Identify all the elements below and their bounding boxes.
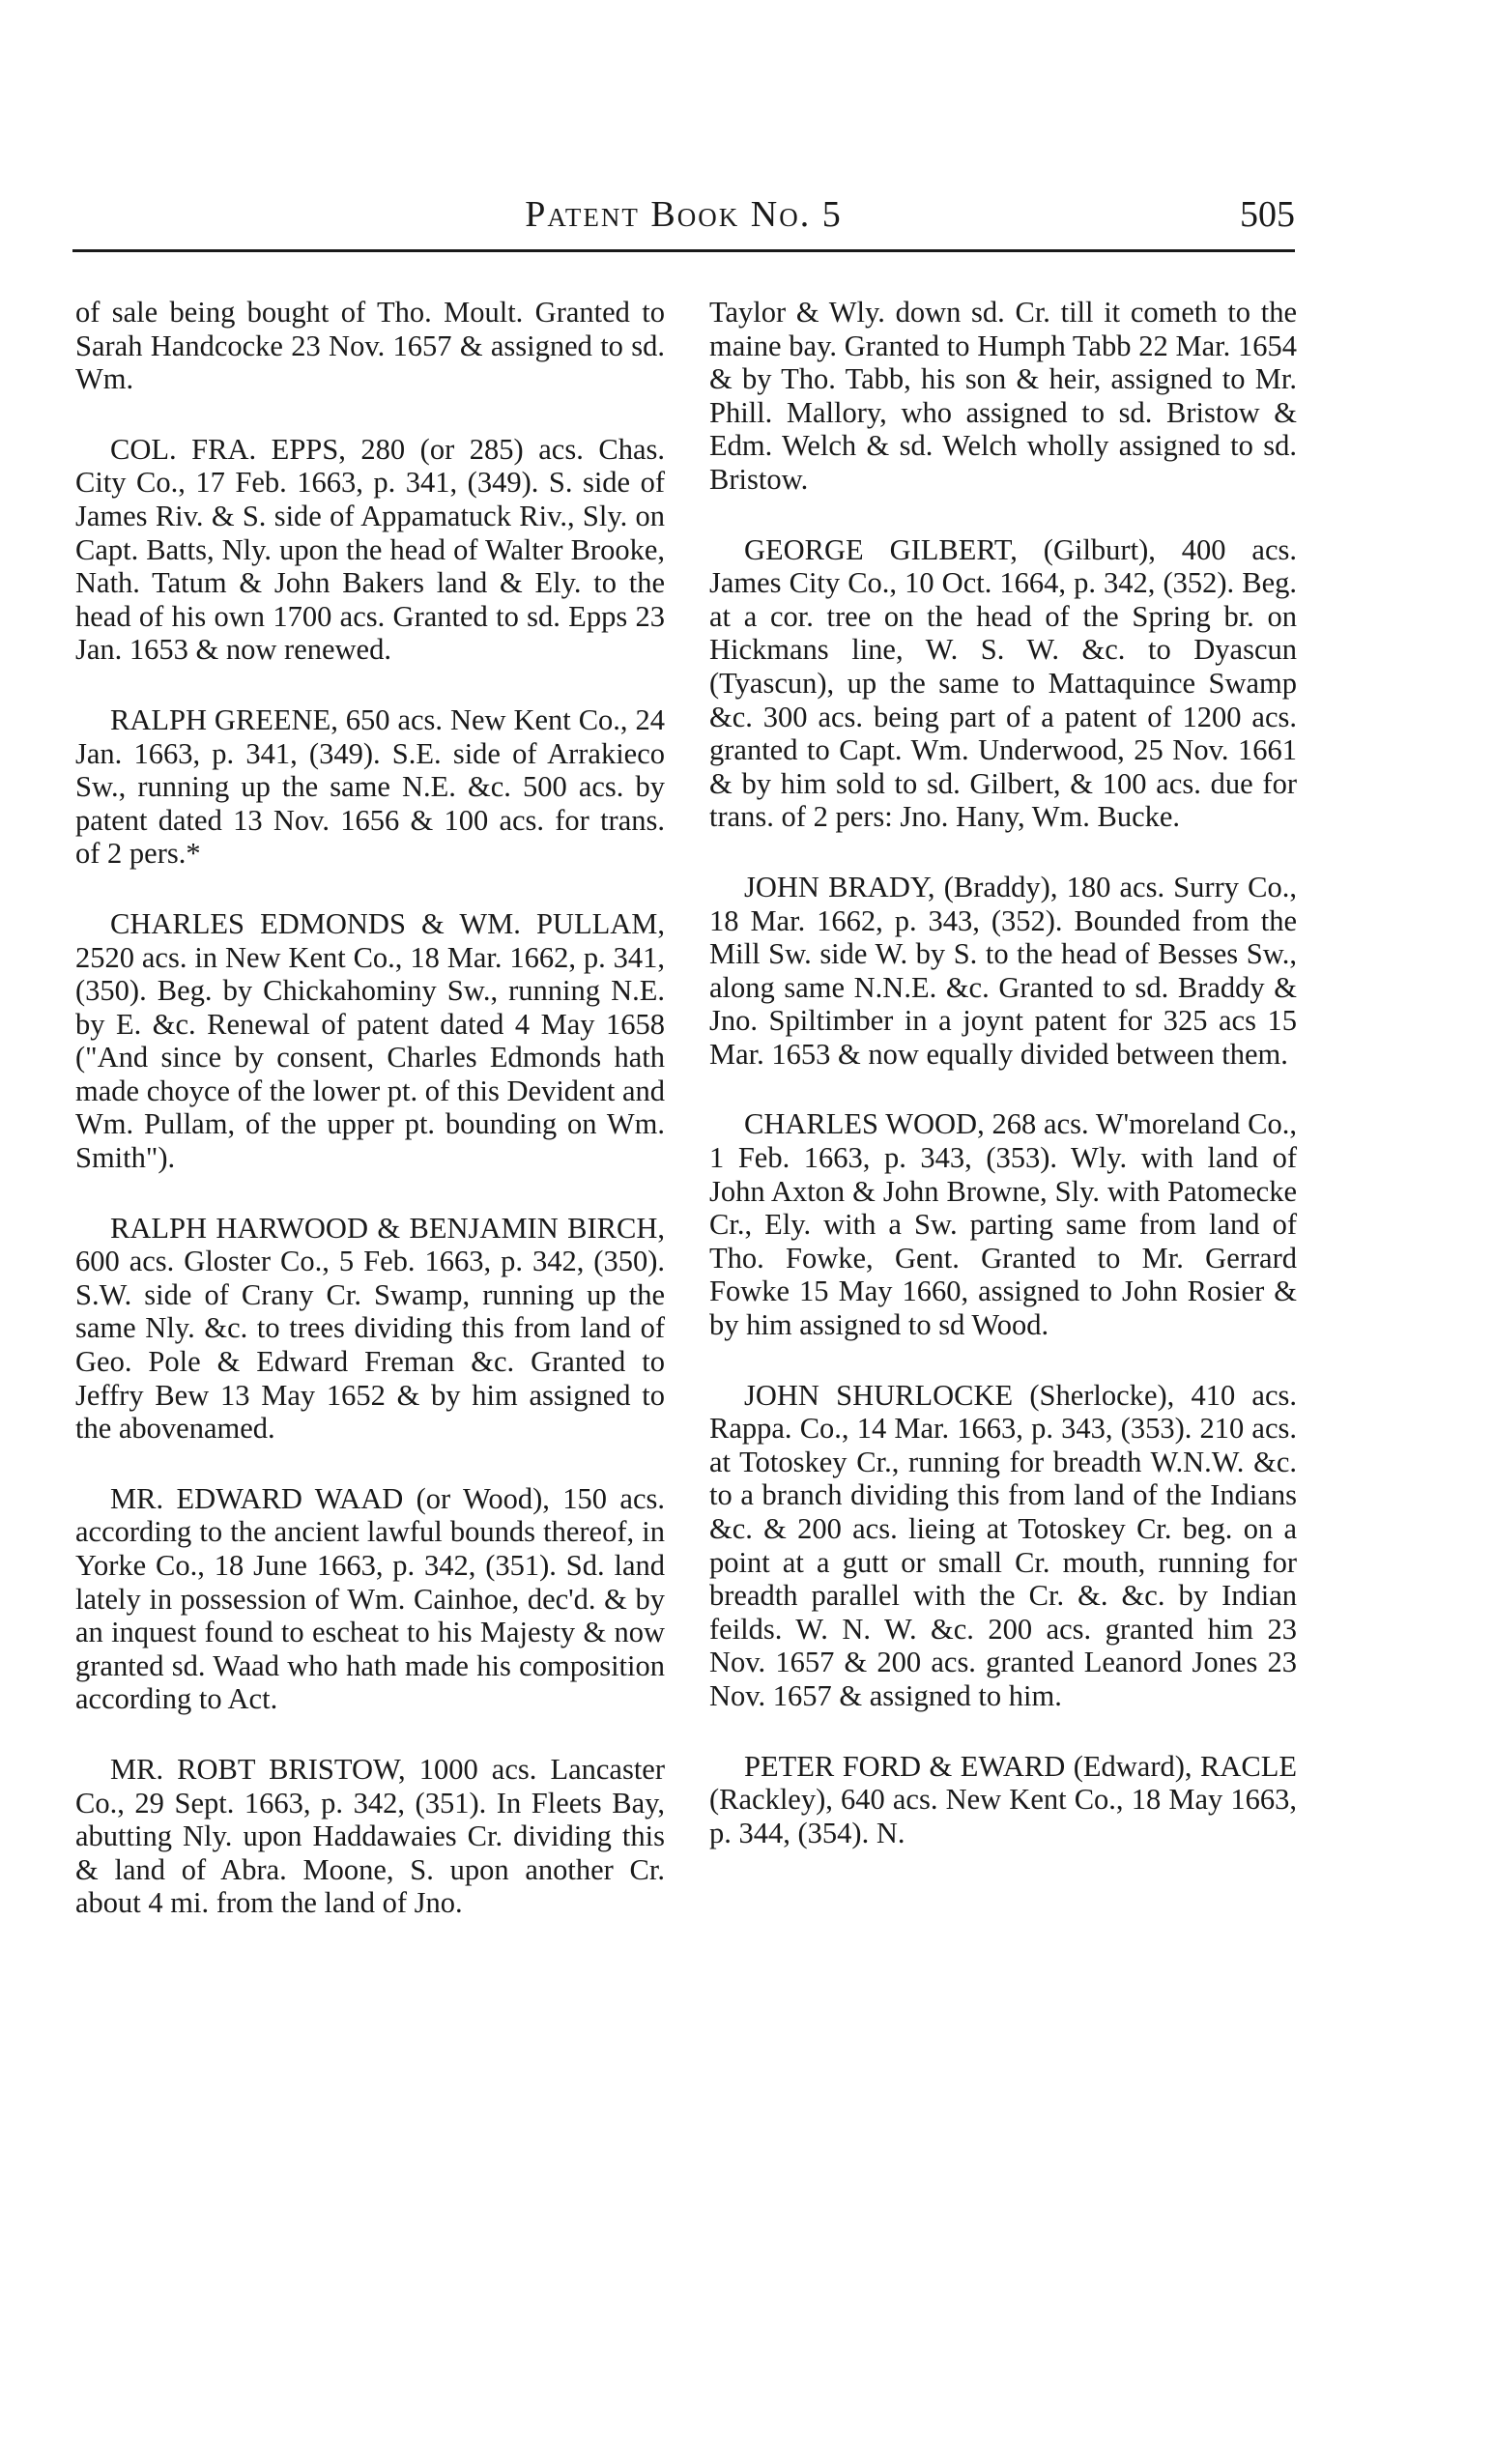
right-column [709,296,1297,1849]
page-header-title: Patent Book No. 5 [525,194,843,235]
entry-john-brady: JOHN BRADY, (Braddy), 180 acs. Surry Co., 18 Mar. 1662, p. 343, (352). Bounded from the Mill Sw. side W. by S. to the head of Besses Sw., along same N.N.E. &c. Granted to sd. Braddy & Jno. Spiltimber in a joynt patent for 325 acs 15 Mar. 1653 & now equally divided between them. [709,870,1297,1071]
entry-continued: of sale being bought of Tho. Moult. Granted to Sarah Handcocke 23 Nov. 1657 & assigned to sd. Wm. [75,296,665,396]
entry-george-gilbert: GEORGE GILBERT, (Gilburt), 400 acs. James City Co., 10 Oct. 1664, p. 342, (352). Beg. at a cor. tree on the head of the Spring br. on Hickmans line, W. S. W. &c. to Dyascun (Tyascun), up the same to Mattaquince Swamp &c. 300 acs. being part of a patent of 1200 acs. granted to Capt. Wm. Underwood, 25 Nov. 1661 & by him sold to sd. Gilbert, & 100 acs. due for trans. of 2 pers: Jno. Hany, Wm. Bucke. [709,532,1297,834]
entry-ralph-harwood: RALPH HARWOOD & BENJAMIN BIRCH, 600 acs. Gloster Co., 5 Feb. 1663, p. 342, (350). S.W. side of Crany Cr. Swamp, running up the same Nly. &c. to trees dividing this from land of Geo. Pole & Edward Freman &c. Granted to Jeffry Bew 13 May 1652 & by him assigned to the abovenamed. [75,1211,665,1446]
entry-charles-wood: CHARLES WOOD, 268 acs. W'moreland Co., 1 Feb. 1663, p. 343, (353). Wly. with land of John Axton & John Browne, Sly. with Patomecke Cr., Ely. with a Sw. parting same from land of Tho. Fowke, Gent. Granted to Mr. Gerrard Fowke 15 May 1660, assigned to John Rosier & by him assigned to sd Wood. [709,1107,1297,1342]
running-header [72,193,1295,245]
entry-fra-epps: COL. FRA. EPPS, 280 (or 285) acs. Chas. City Co., 17 Feb. 1663, p. 341, (349). S. side of James Riv. & S. side of Appamatuck Riv., Sly. on Capt. Batts, Nly. upon the head of Walter Brooke, Nath. Tatum & John Bakers land & Ely. to the head of his own 1700 acs. Granted to sd. Epps 23 Jan. 1653 & now renewed. [75,432,665,667]
entry-bristow-continued: Taylor & Wly. down sd. Cr. till it cometh to the maine bay. Granted to Humph Tabb 22 Mar. 1654 & by Tho. Tabb, his son & heir, assigned to Mr. Phill. Mallory, who assigned to sd. Bristow & Edm. Welch & sd. Welch wholly assigned to sd. Bristow. [709,296,1297,496]
entry-peter-ford: PETER FORD & EWARD (Edward), RACLE (Rackley), 640 acs. New Kent Co., 18 May 1663, p. 344, (354). N. [709,1749,1297,1849]
entry-robt-bristow: MR. ROBT BRISTOW, 1000 acs. Lancaster Co., 29 Sept. 1663, p. 342, (351). In Fleets Bay, abutting Nly. upon Haddawaies Cr. dividing this & land of Abra. Moone, S. upon another Cr. about 4 mi. from the land of Jno. [75,1752,665,1920]
entry-charles-edmonds: CHARLES EDMONDS & WM. PULLAM, 2520 acs. in New Kent Co., 18 Mar. 1662, p. 341, (350). Beg. by Chickahominy Sw., running N.E. by E. &c. Renewal of patent dated 4 May 1658 ("And since by consent, Charles Edmonds hath made choyce of the lower pt. of this Devident and Wm. Pullam, of the upper pt. bounding on Wm. Smith"). [75,906,665,1175]
entry-edward-waad: MR. EDWARD WAAD (or Wood), 150 acs. according to the ancient lawful bounds thereof, in Yorke Co., 18 June 1663, p. 342, (351). Sd. land lately in possession of Wm. Cainhoe, dec'd. & by an inquest found to escheat to his Majesty & now granted sd. Waad who hath made his composition according to Act. [75,1481,665,1716]
left-column [75,296,665,1920]
header-rule [72,249,1295,252]
page-number: 505 [1240,194,1295,235]
entry-ralph-greene: RALPH GREENE, 650 acs. New Kent Co., 24 Jan. 1663, p. 341, (349). S.E. side of Arrakieco Sw., running up the same N.E. &c. 500 acs. by patent dated 13 Nov. 1656 & 100 acs. for trans. of 2 pers.* [75,702,665,871]
entry-john-shurlocke: JOHN SHURLOCKE (Sherlocke), 410 acs. Rappa. Co., 14 Mar. 1663, p. 343, (353). 210 acs. at Totoskey Cr., running for breadth W.N.W. &c. to a branch dividing this from land of the Indians &c. & 200 acs. lieing at Totoskey Cr. beg. on a point at a gutt or small Cr. mouth, running for breadth parallel with the Cr. &. &c. by Indian feilds. W. N. W. &c. 200 acs. granted him 23 Nov. 1657 & 200 acs. granted Leanord Jones 23 Nov. 1657 & assigned to him. [709,1378,1297,1712]
